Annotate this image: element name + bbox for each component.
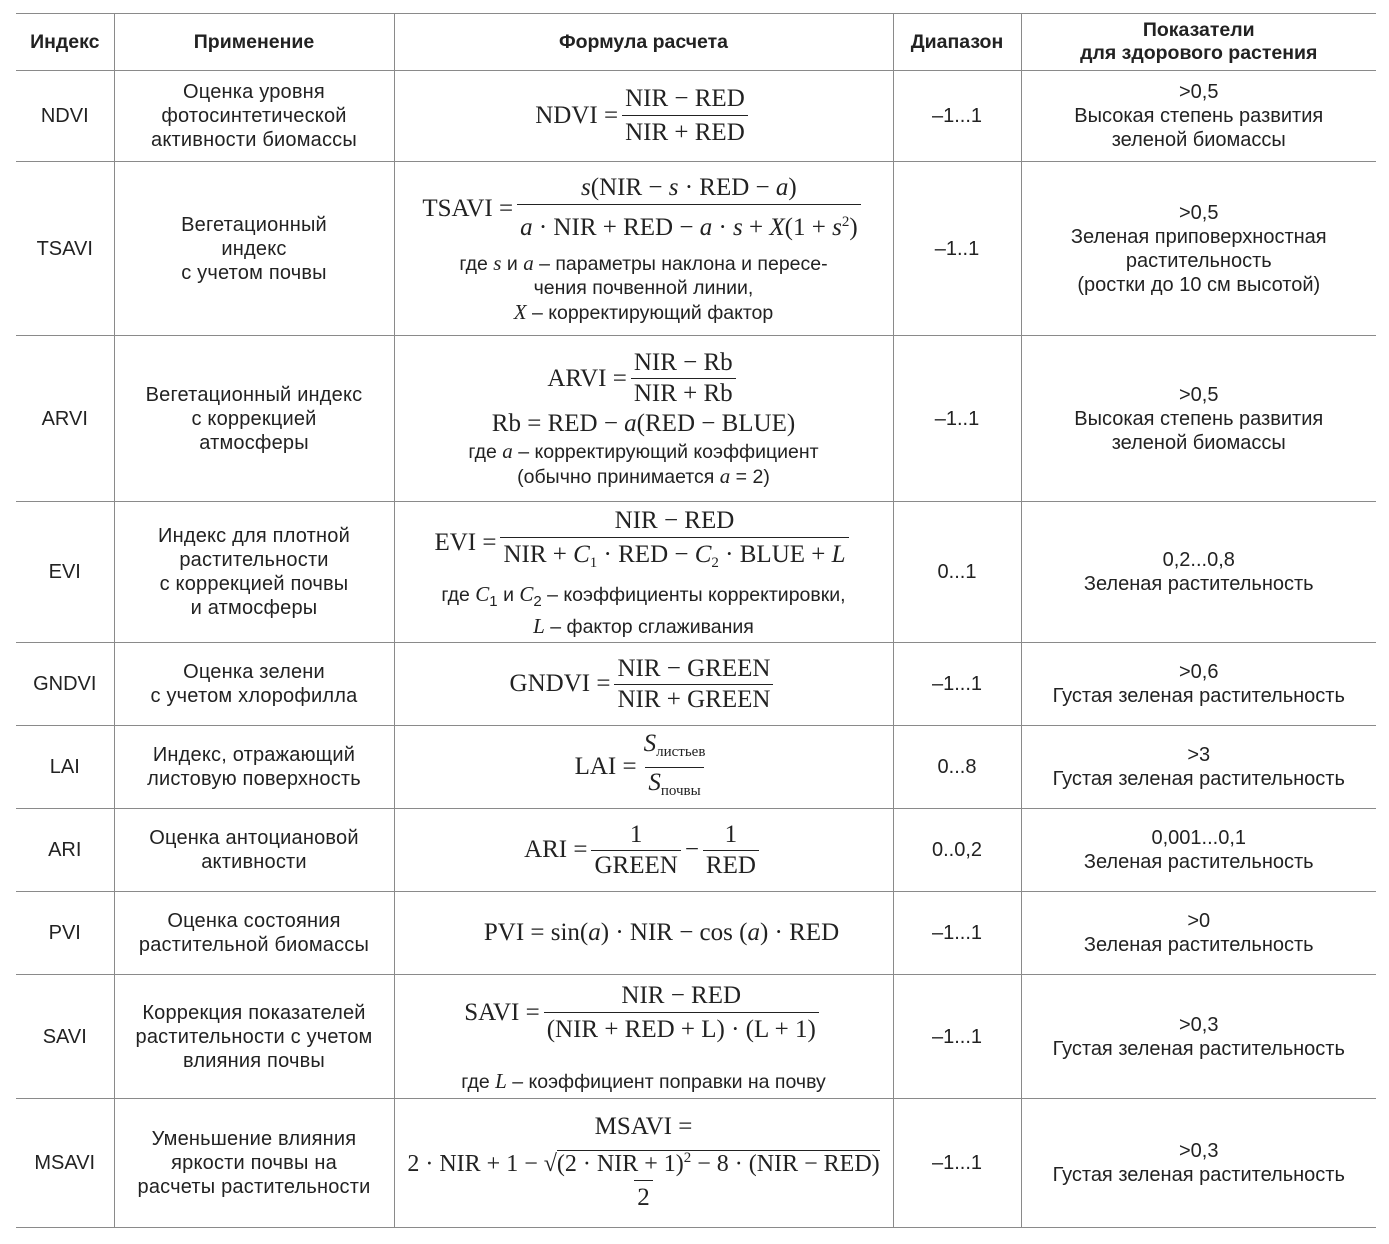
application-line: с коррекцией почвы xyxy=(159,573,349,595)
header-healthy xyxy=(1021,14,1376,71)
table-row xyxy=(16,643,1376,726)
formula-cell xyxy=(394,892,893,975)
application-line: растительности с учетом xyxy=(135,1025,373,1048)
formula-tsavi: TSAVI = s(NIR − s · RED − a) a · NIR + RED − $a \cdot s + X(1 + s^2)$ xyxy=(422,172,864,245)
index-name: ARI xyxy=(16,809,114,892)
healthy-line: Высокая степень развития xyxy=(1074,105,1324,127)
application-cell xyxy=(114,643,394,726)
formula-arvi: ARVI = NIR − Rb NIR + Rb xyxy=(547,348,739,409)
range-cell: –1..1 xyxy=(893,162,1021,336)
application-line: растительности xyxy=(179,549,329,571)
healthy-line: (ростки до 10 см высотой) xyxy=(1077,273,1321,296)
application-cell xyxy=(114,975,394,1099)
application-line: растительной биомассы xyxy=(138,934,370,956)
application-cell xyxy=(114,71,394,162)
healthy-cell xyxy=(1021,502,1376,643)
healthy-line: >0 xyxy=(1187,910,1211,932)
header-formula: Формула расчета xyxy=(394,14,893,71)
formula-savi: SAVI = NIR − RED (NIR + RED + L) · (L + 1) xyxy=(464,980,823,1047)
healthy-line: Густая зеленая растительность xyxy=(1052,768,1345,790)
healthy-line: растительность xyxy=(1125,249,1272,272)
formula-note: где L – коэффициент поправки на почву xyxy=(461,1068,826,1093)
header-healthy-line: Показатели xyxy=(1142,19,1255,41)
range-cell: –1...1 xyxy=(893,892,1021,975)
healthy-line: >0,5 xyxy=(1179,383,1219,406)
table-row xyxy=(16,1099,1376,1228)
application-line: Вегетационный индекс xyxy=(145,383,363,406)
header-index: Индекс xyxy=(16,14,114,71)
healthy-cell xyxy=(1021,71,1376,162)
healthy-cell xyxy=(1021,975,1376,1099)
application-line: с учетом почвы xyxy=(181,261,327,284)
healthy-line: зеленой биомассы xyxy=(1111,431,1286,454)
header-range: Диапазон xyxy=(893,14,1021,71)
application-cell xyxy=(114,726,394,809)
healthy-line: >0,3 xyxy=(1179,1140,1219,1162)
application-cell xyxy=(114,336,394,502)
index-name: TSAVI xyxy=(16,162,114,336)
healthy-cell xyxy=(1021,162,1376,336)
application-line: Оценка уровня xyxy=(183,81,325,103)
healthy-line: зеленой биомассы xyxy=(1111,129,1286,151)
application-line: активности xyxy=(201,851,307,873)
formula-cell xyxy=(394,726,893,809)
application-line: Коррекция показателей xyxy=(142,1001,366,1024)
healthy-cell xyxy=(1021,336,1376,502)
index-name: LAI xyxy=(16,726,114,809)
application-line: Оценка антоциановой xyxy=(149,827,359,849)
formula-note: где $C_1$ и $C_2$ – коэффициенты корректировки, L – фактор сглаживания xyxy=(441,582,846,638)
index-name: SAVI xyxy=(16,975,114,1099)
table-row xyxy=(16,892,1376,975)
healthy-line: Густая зеленая растительность xyxy=(1052,1037,1345,1060)
application-line: Индекс, отражающий xyxy=(152,744,356,766)
healthy-cell xyxy=(1021,1099,1376,1228)
table-row xyxy=(16,809,1376,892)
table-row xyxy=(16,336,1376,502)
formula-ari: ARI = 1 GREEN − 1 RED xyxy=(524,820,763,881)
healthy-line: Густая зеленая растительность xyxy=(1052,1164,1345,1186)
formula-cell xyxy=(394,336,893,502)
table-row xyxy=(16,162,1376,336)
healthy-line: 0,001...0,1 xyxy=(1151,827,1247,849)
header-healthy-line: для здорового растения xyxy=(1080,42,1318,64)
healthy-cell xyxy=(1021,726,1376,809)
application-line: с учетом хлорофилла xyxy=(150,685,358,707)
formula-note: где a – корректирующий коэффициент (обычно принимается a = 2) xyxy=(468,439,819,488)
healthy-line: Зеленая приповерхностная xyxy=(1070,225,1327,248)
formula-cell xyxy=(394,643,893,726)
formula-ndvi: NDVI = NIR − RED NIR + RED xyxy=(535,83,752,150)
application-cell xyxy=(114,809,394,892)
header-application: Применение xyxy=(114,14,394,71)
application-line: атмосферы xyxy=(199,431,309,454)
application-cell xyxy=(114,892,394,975)
application-cell xyxy=(114,162,394,336)
formula-lai: LAI = $S_{листьев}$ $S_{почвы}$ xyxy=(575,729,713,806)
application-line: Уменьшение влияния xyxy=(151,1128,357,1150)
range-cell: –1..1 xyxy=(893,336,1021,502)
application-line: и атмосферы xyxy=(190,597,318,619)
formula-note: где s и a – параметры наклона и пересе- чения почвенной линии, X – корректирующий фактор xyxy=(459,251,828,324)
formula-cell xyxy=(394,502,893,643)
index-name: ARVI xyxy=(16,336,114,502)
formula-evi: EVI = NIR − RED NIR + $C_1$ · RED − $C_2$ · BLUE + L xyxy=(434,505,852,580)
vegetation-index-table xyxy=(16,13,1376,1228)
index-name: GNDVI xyxy=(16,643,114,726)
application-line: Оценка зелени xyxy=(183,661,325,683)
formula-cell xyxy=(394,162,893,336)
application-line: листовую поверхность xyxy=(147,768,361,790)
formula-cell xyxy=(394,1099,893,1228)
healthy-line: Густая зеленая растительность xyxy=(1052,685,1345,707)
healthy-line: Зеленая растительность xyxy=(1083,851,1314,873)
healthy-cell xyxy=(1021,809,1376,892)
range-cell: –1...1 xyxy=(893,1099,1021,1228)
table-row xyxy=(16,975,1376,1099)
application-line: яркости почвы на xyxy=(171,1152,337,1174)
range-cell: 0...1 xyxy=(893,502,1021,643)
application-line: с коррекцией xyxy=(191,407,317,430)
table-row xyxy=(16,726,1376,809)
formula-cell xyxy=(394,809,893,892)
healthy-cell xyxy=(1021,892,1376,975)
index-name: PVI xyxy=(16,892,114,975)
healthy-line: >0,5 xyxy=(1179,201,1219,224)
formula-pvi: PVI = sin( a ) · NIR − cos ( a ) · RED xyxy=(483,919,840,946)
range-cell: –1...1 xyxy=(893,71,1021,162)
formula-arvi-rb: Rb = RED − a(RED − BLUE) xyxy=(491,410,796,437)
index-name: EVI xyxy=(16,502,114,643)
healthy-line: Зеленая растительность xyxy=(1083,573,1314,595)
application-line: Индекс для плотной xyxy=(158,525,350,547)
application-cell xyxy=(114,1099,394,1228)
range-cell: 0..0,2 xyxy=(893,809,1021,892)
formula-msavi: MSAVI = 2 · NIR + 1 − √(2 · NIR + 1)$^2$ − 8 · (NIR − RED) 2 xyxy=(395,1112,893,1215)
healthy-line: Зеленая растительность xyxy=(1083,934,1314,956)
range-cell: –1...1 xyxy=(893,643,1021,726)
application-line: расчеты растительности xyxy=(137,1176,371,1198)
application-line: индекс xyxy=(221,237,287,260)
application-line: влияния почвы xyxy=(183,1049,325,1072)
range-cell: –1...1 xyxy=(893,975,1021,1099)
index-name: MSAVI xyxy=(16,1099,114,1228)
table-row xyxy=(16,502,1376,643)
application-line: Вегетационный xyxy=(181,213,327,236)
table-row xyxy=(16,71,1376,162)
healthy-line: Высокая степень развития xyxy=(1074,407,1324,430)
application-cell xyxy=(114,502,394,643)
application-line: активности биомассы xyxy=(151,129,357,151)
application-line: Оценка состояния xyxy=(167,910,341,932)
range-cell: 0...8 xyxy=(893,726,1021,809)
healthy-line: >3 xyxy=(1187,744,1211,766)
index-name: NDVI xyxy=(16,71,114,162)
healthy-cell xyxy=(1021,643,1376,726)
application-line: фотосинтетической xyxy=(161,105,347,127)
formula-gndvi: GNDVI = NIR − GREEN NIR + GREEN xyxy=(510,654,778,715)
formula-cell xyxy=(394,975,893,1099)
healthy-line: >0,5 xyxy=(1179,81,1219,103)
header-row xyxy=(16,14,1376,71)
healthy-line: >0,6 xyxy=(1179,661,1219,683)
healthy-line: 0,2...0,8 xyxy=(1162,549,1235,571)
formula-cell xyxy=(394,71,893,162)
healthy-line: >0,3 xyxy=(1179,1013,1219,1036)
